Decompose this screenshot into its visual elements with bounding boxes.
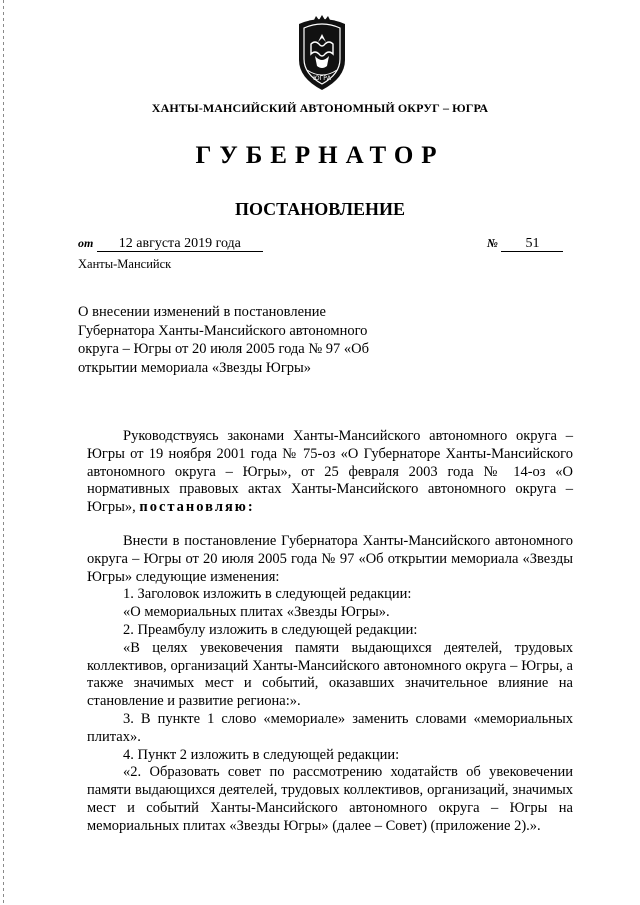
- region-heading: ХАНТЫ-МАНСИЙСКИЙ АВТОНОМНЫЙ ОКРУГ – ЮГРА: [151, 101, 489, 115]
- body-paragraph: «2. Образовать совет по рассмотрению ходатайств об увековечении памяти выдающихся деятелей, трудовых коллективов, организаций, значимых мест и событий Ханты-Мансийского автономного округа – Югры на мемориальных плитах «Звезды Югры» (далее – Совет) (приложение 2).».: [87, 764, 573, 834]
- document-subject: О внесении изменений в постановление Губернатора Ханты-Мансийского автономного округа – Югры от 20 июля 2005 года № 97 «Об открытии мемориала «Звезды Югры»: [78, 304, 370, 376]
- body-paragraph: «О мемориальных плитах «Звезды Югры».: [123, 604, 390, 621]
- authority-title: ГУБЕРНАТОР: [195, 142, 445, 169]
- coat-of-arms-emblem: [293, 14, 351, 94]
- date-line: [78, 236, 263, 252]
- document-body: [87, 428, 573, 836]
- document-number: 51: [501, 236, 563, 252]
- document-type: ПОСТАНОВЛЕНИЕ: [234, 199, 406, 219]
- svg-text:ЮГРА: ЮГРА: [313, 75, 331, 82]
- body-paragraph: Внести в постановление Губернатора Ханты-Мансийского автономного округа – Югры от 20 июля 2005 года № 97 «Об открытии мемориала «Звезды Югры» следующие изменения:: [87, 532, 573, 585]
- decree-word: постановляю:: [139, 499, 255, 516]
- body-paragraph: 3. В пункте 1 слово «мемориале» заменить словами «мемориальных плитах».: [87, 710, 573, 745]
- scan-edge-line: [3, 0, 4, 905]
- preamble-paragraph: [87, 428, 573, 517]
- number-line: [487, 236, 563, 252]
- city-name: Ханты-Мансийск: [78, 257, 172, 271]
- body-paragraph: 1. Заголовок изложить в следующей редакции:: [123, 586, 412, 603]
- number-prefix: №: [487, 236, 498, 250]
- body-paragraph: «В целях увековечения памяти выдающихся деятелей, трудовых коллективов, организаций Ханты-Мансийского автономного округа – Югры, а также значимых мест и событий, оказавших значительное влияние на становление и развитие региона:».: [87, 639, 573, 710]
- date-prefix: от: [78, 236, 94, 250]
- document-date: 12 августа 2019 года: [97, 236, 263, 252]
- body-paragraph: 4. Пункт 2 изложить в следующей редакции:: [123, 746, 400, 763]
- body-paragraph: 2. Преамбулу изложить в следующей редакции:: [123, 621, 418, 638]
- preamble-text: Руководствуясь законами Ханты-Мансийского автономного округа – Югры от 19 ноября 2001 года № 75-оз «О Губернаторе Ханты-Мансийского автономного округа – Югры», от 25 февраля 2003 года № 14-оз «О нормативных правовых актах Ханты-Мансийского автономного округа – Югры»,: [87, 428, 573, 516]
